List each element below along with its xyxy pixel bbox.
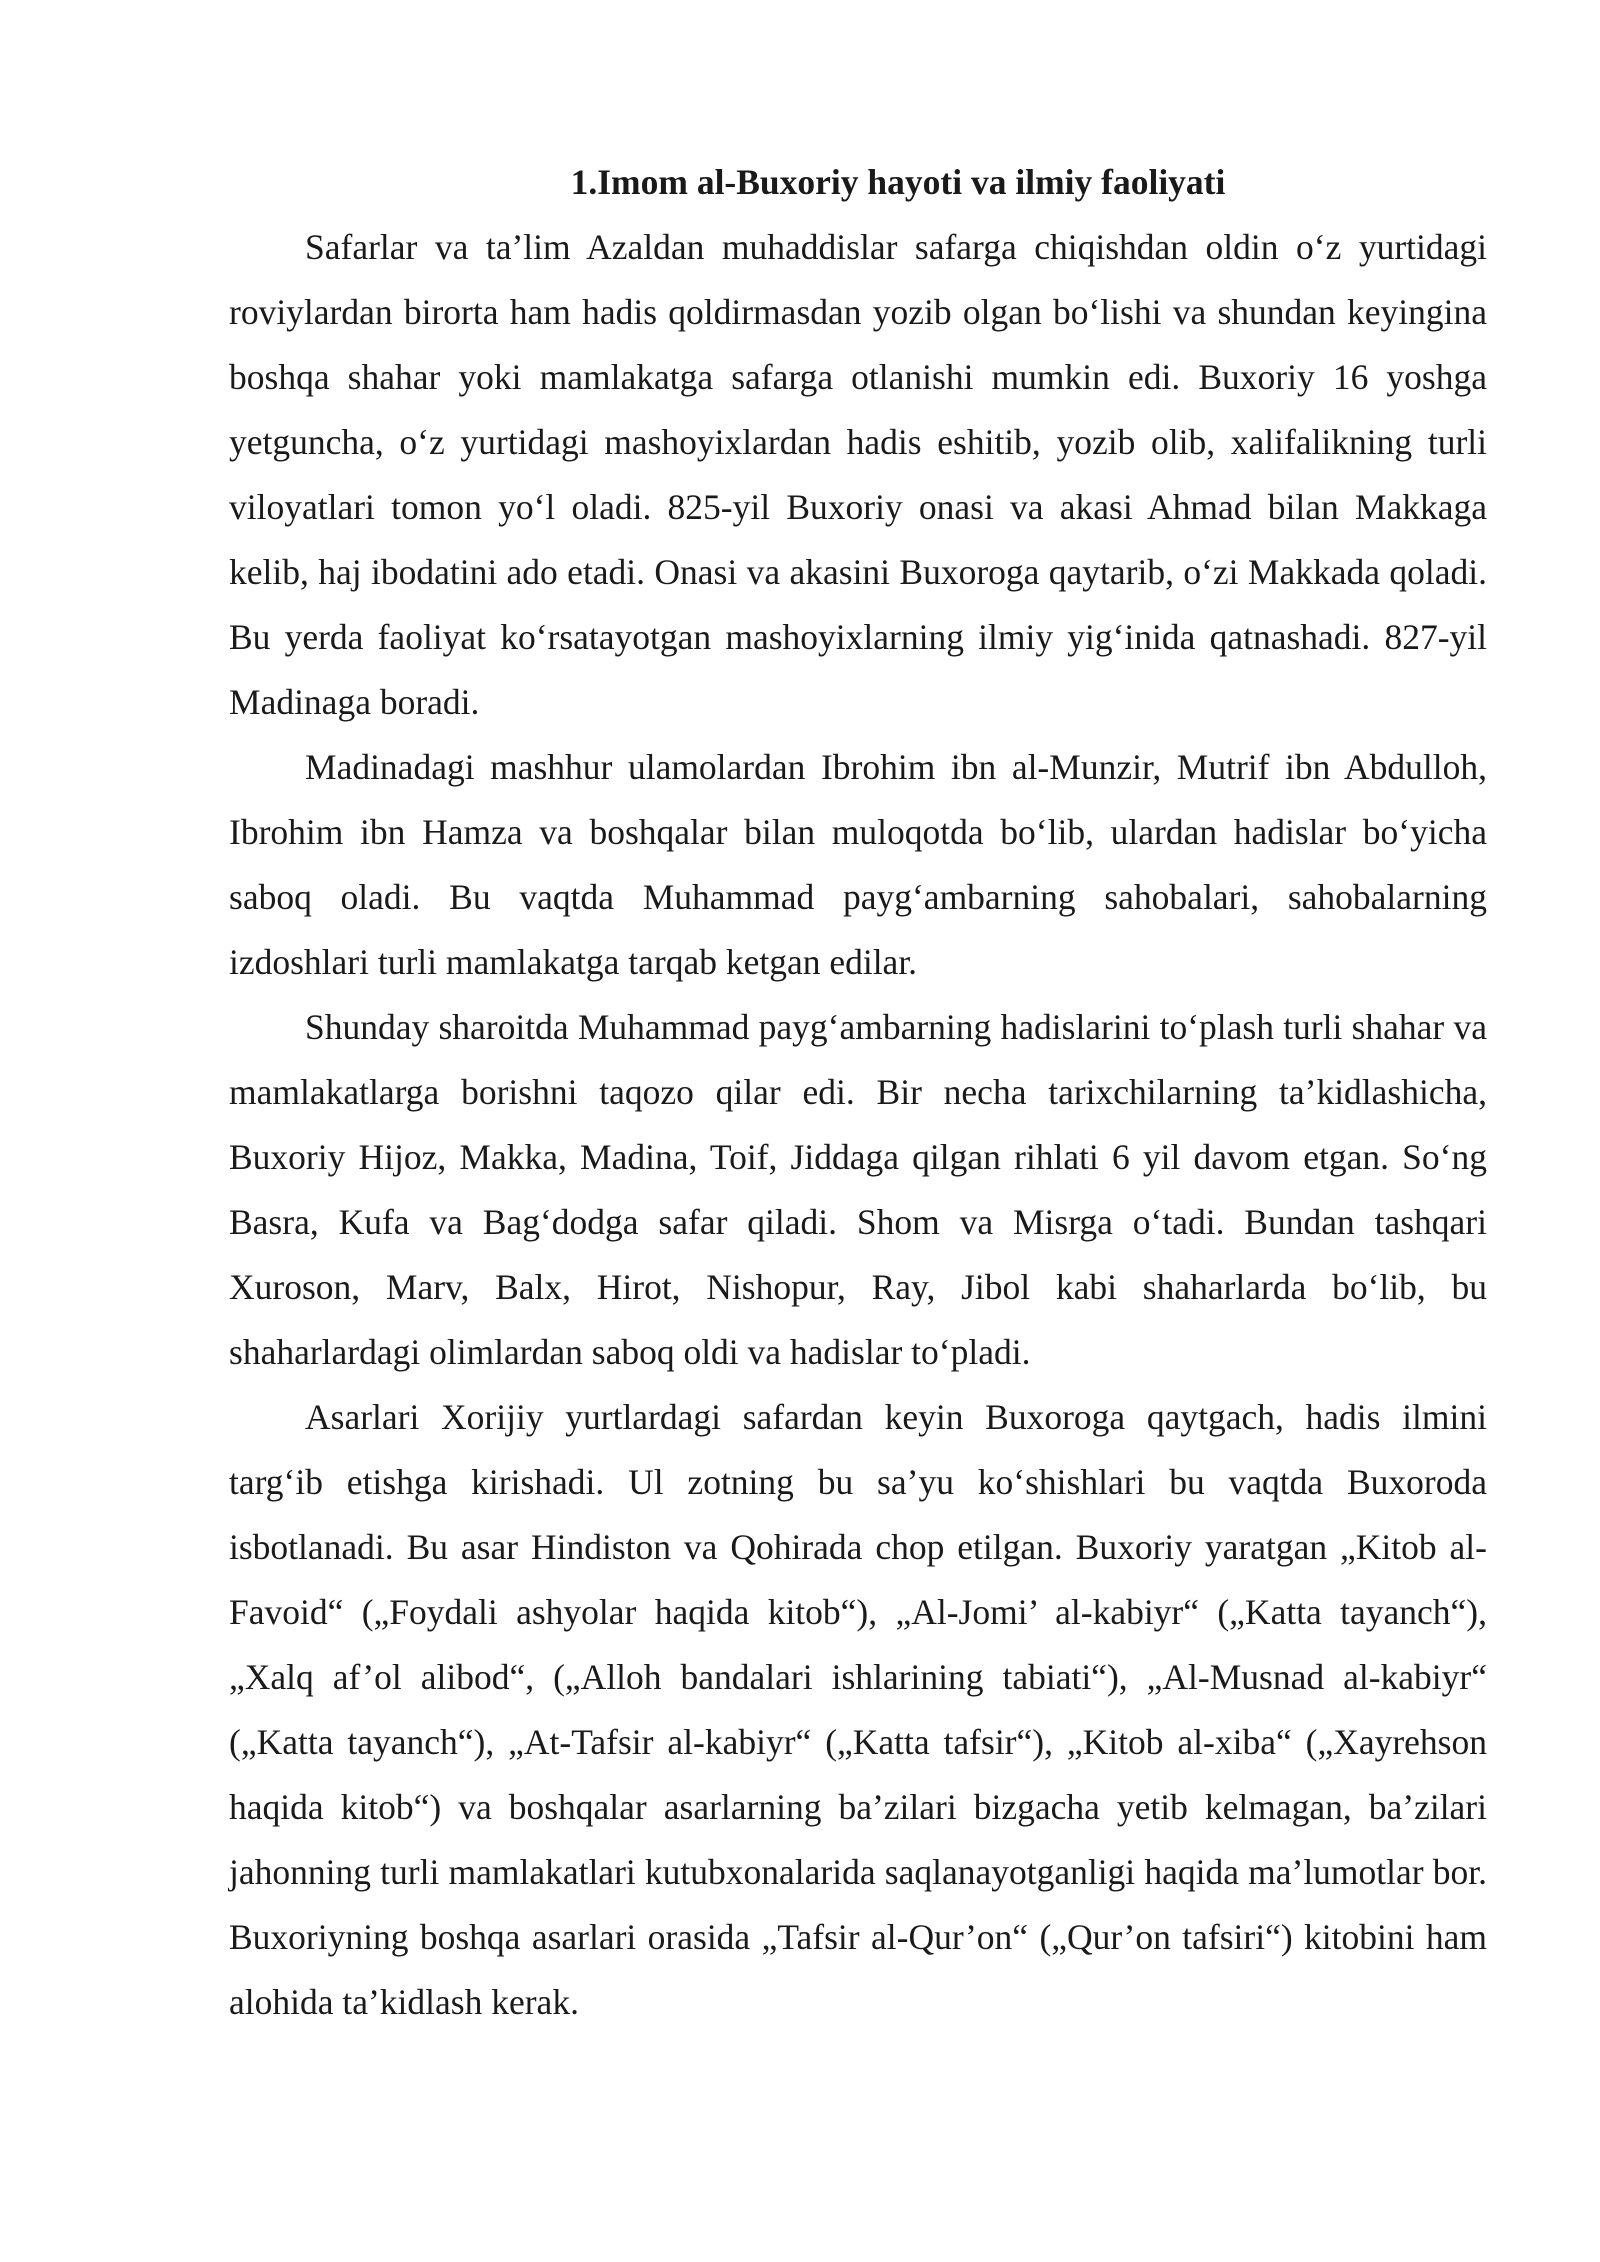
section-title: 1.Imom al-Buxoriy hayoti va ilmiy faoliyati [570, 162, 1226, 202]
document-body [229, 150, 1487, 2035]
paragraph-hadith-collection: Shunday sharoitda Muhammad payg‘ambarning hadislarini to‘plash turli shahar va mamlakatlarga borishni taqozo qilar edi. Bir necha tarixchilarning ta’kidlashicha, Buxoriy Hijoz, Makka, Madina, Toif, Jiddaga qilgan rihlati 6 yil davom etgan. So‘ng Basra, Kufa va Bag‘dodga safar qiladi. Shom va Misrga o‘tadi. Bundan tashqari Xuroson, Marv, Balx, Hirot, Nishopur, Ray, Jibol kabi shaharlarda bo‘lib, bu shaharlardagi olimlardan saboq oldi va hadislar to‘pladi. [229, 1007, 1487, 1372]
paragraph-travels: Safarlar va ta’lim Azaldan muhaddislar safarga chiqishdan oldin o‘z yurtidagi roviylardan birorta ham hadis qoldirmasdan yozib olgan bo‘lishi va shundan keyingina boshqa shahar yoki mamlakatga safarga otlanishi mumkin edi. Buxoriy 16 yoshga yetguncha, o‘z yurtidagi mashoyixlardan hadis eshitib, yozib olib, xalifalikning turli viloyatlari tomon yo‘l oladi. 825-yil Buxoriy onasi va akasi Ahmad bilan Makkaga kelib, haj ibodatini ado etadi. Onasi va akasini Buxoroga qaytarib, o‘zi Makkada qoladi. Bu yerda faoliyat ko‘rsatayotgan mashoyixlarning ilmiy yig‘inida qatnashadi. 827-yil Madinaga boradi. [229, 227, 1487, 722]
paragraph-works: Asarlari Xorijiy yurtlardagi safardan keyin Buxoroga qaytgach, hadis ilmini targ‘ib etishga kirishadi. Ul zotning bu sa’yu ko‘shishlari bu vaqtda Buxoroda isbotlanadi. Bu asar Hindiston va Qohirada chop etilgan. Buxoriy yaratgan „Kitob al-Favoid“ („Foydali ashyolar haqida kitob“), „Al-Jomi’ al-kabiyr“ („Katta tayanch“), „Xalq af’ol alibod“, („Alloh bandalari ishlarining tabiati“), „Al-Musnad al-kabiyr“ („Katta tayanch“), „At-Tafsir al-kabiyr“ („Katta tafsir“), „Kitob al-xiba“ („Xayrehson haqida kitob“) va boshqalar asarlarning ba’zilari bizgacha yetib kelmagan, ba’zilari jahonning turli mamlakatlari kutubxonalarida saqlanayotganligi haqida ma’lumotlar bor. Buxoriyning boshqa asarlari orasida „Tafsir al-Qur’on“ („Qur’on tafsiri“) kitobini ham alohida ta’kidlash kerak. [229, 1397, 1487, 2022]
paragraph-medina-scholars: Madinadagi mashhur ulamolardan Ibrohim ibn al-Munzir, Mutrif ibn Abdulloh, Ibrohim ibn Hamza va boshqalar bilan muloqotda bo‘lib, ulardan hadislar bo‘yicha saboq oladi. Bu vaqtda Muhammad payg‘ambarning sahobalari, sahobalarning izdoshlari turli mamlakatga tarqab ketgan edilar. [229, 747, 1487, 982]
